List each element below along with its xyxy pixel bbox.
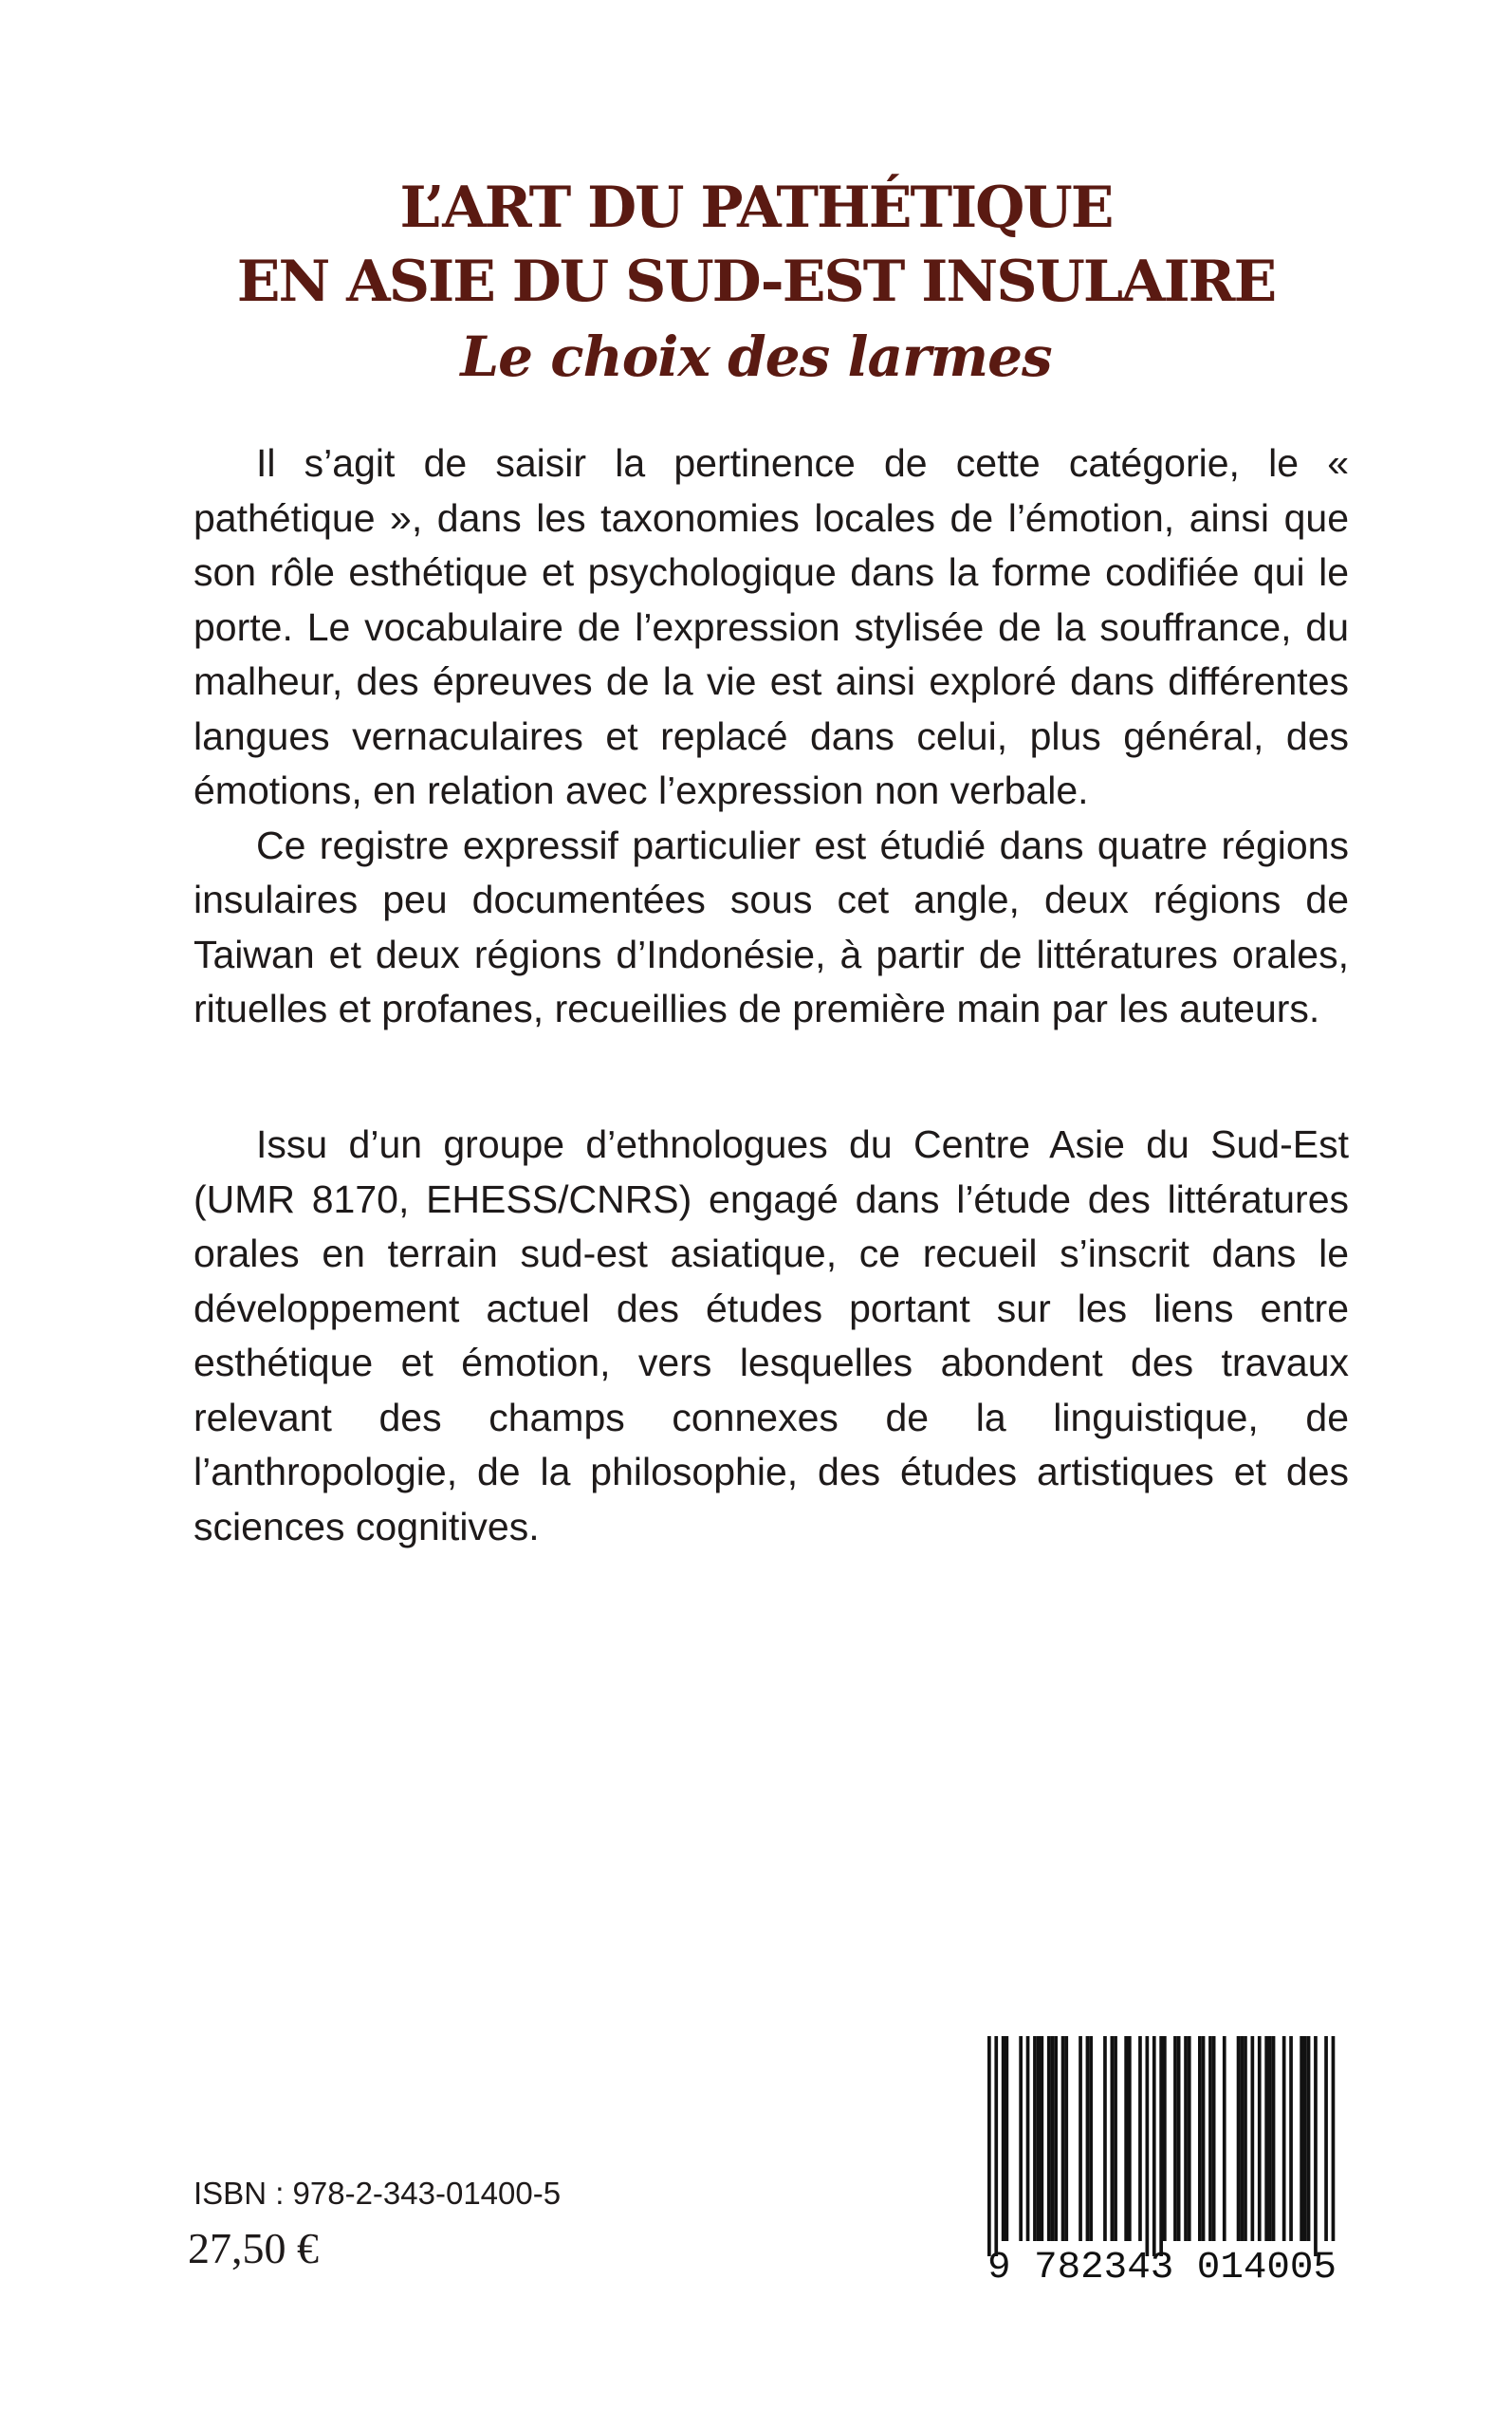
barcode-bar <box>1307 2036 1311 2241</box>
barcode-bar <box>1079 2036 1082 2241</box>
barcode-bar <box>1184 2036 1188 2241</box>
barcode-bar <box>1086 2036 1090 2241</box>
barcode-bar <box>1114 2036 1117 2241</box>
barcode-bar <box>1103 2036 1107 2241</box>
barcode-bar <box>1202 2036 1206 2241</box>
isbn: ISBN : 978-2-343-01400-5 <box>194 2176 562 2211</box>
barcode-bar <box>1026 2036 1030 2241</box>
barcode-bar <box>1177 2036 1181 2241</box>
barcode-bar <box>1237 2036 1241 2241</box>
barcode-bar <box>1033 2036 1037 2241</box>
barcode-bar <box>1111 2036 1115 2241</box>
barcode-bar <box>1146 2036 1150 2256</box>
barcode-bar <box>1159 2036 1163 2256</box>
summary-text <box>194 436 1349 1037</box>
barcode-bar <box>1005 2036 1009 2241</box>
barcode-bar <box>1244 2036 1247 2241</box>
barcode-bar <box>1173 2036 1177 2241</box>
barcode-bar <box>1047 2036 1051 2241</box>
barcode-bar <box>1128 2036 1132 2241</box>
barcode-bar <box>1251 2036 1255 2241</box>
barcode-bar <box>1124 2036 1128 2241</box>
barcode-bar <box>1272 2036 1276 2241</box>
barcode-bar <box>1089 2036 1093 2241</box>
barcode-bar <box>987 2036 991 2256</box>
barcode-bar <box>1324 2036 1328 2241</box>
barcode-bar <box>994 2036 998 2256</box>
barcode-bar <box>1198 2036 1202 2241</box>
barcode <box>972 2029 1352 2313</box>
barcode-bar <box>1051 2036 1055 2241</box>
barcode-graphic <box>972 2029 1352 2313</box>
barcode-bar <box>1037 2036 1041 2241</box>
price: 27,50 € <box>188 2224 319 2272</box>
barcode-bar <box>1268 2036 1272 2241</box>
barcode-bar <box>1064 2036 1068 2241</box>
barcode-bar <box>1240 2036 1244 2241</box>
barcode-bar <box>1289 2036 1293 2241</box>
barcode-bar <box>1188 2036 1191 2241</box>
summary-paragraph: Il s’agit de saisir la pertinence de cette catégorie, le « pathétique », dans les taxonomies locales de l’émotion, ainsi que son rôle esthétique et psychologique dans la forme codifiée qui le porte. Le vocabulaire de l’expression stylisée de la souffrance, du malheur, des épreuves de la vie est ainsi exploré dans différentes langues vernaculaires et replacé dans celui, plus général, des émotions, en relation avec l’expression non verbale. <box>194 441 1349 812</box>
barcode-bar <box>1002 2036 1005 2241</box>
barcode-bar <box>1223 2036 1226 2241</box>
barcode-bar <box>1258 2036 1262 2241</box>
barcode-digits: 9 782343 014005 <box>987 2247 1337 2289</box>
about-text <box>194 1118 1349 1554</box>
title-line-1: L’ART DU PATHÉTIQUE <box>399 175 1113 241</box>
barcode-bar <box>1300 2036 1303 2241</box>
barcode-bar <box>1061 2036 1065 2241</box>
barcode-bar <box>1163 2036 1167 2241</box>
barcode-bar <box>1041 2036 1044 2241</box>
book-subtitle: Le choix des larmes <box>460 324 1052 389</box>
book-title <box>0 171 1512 395</box>
barcode-bar <box>1152 2036 1156 2256</box>
barcode-bar <box>1212 2036 1216 2241</box>
barcode-bar <box>1282 2036 1286 2241</box>
about-paragraph: Issu d’un groupe d’ethnologues du Centre Asie du Sud-Est (UMR 8170, EHESS/CNRS) engagé dans l’étude des littératures orales en terrain sud-est asiatique, ce recueil s’inscrit dans le développement actuel des études portant sur les liens entre esthétique et émotion, vers lesquelles abondent des travaux relevant des champs connexes de la linguistique, de l’anthropologie, de la philosophie, des études artistiques et des sciences cognitives. <box>194 1122 1349 1548</box>
barcode-bar <box>1208 2036 1212 2241</box>
barcode-bar <box>1054 2036 1058 2241</box>
title-line-2: EN ASIE DU SUD-EST INSULAIRE <box>236 249 1276 315</box>
barcode-bar <box>1303 2036 1307 2241</box>
barcode-bar <box>1019 2036 1023 2241</box>
barcode-bar <box>1138 2036 1142 2241</box>
summary-paragraph: Ce registre expressif particulier est étudié dans quatre régions insulaires peu documentées sous cet angle, deux régions de Taiwan et deux régions d’Indonésie, à partir de littératures orales, rituelles et profanes, recueillies de première main par les auteurs. <box>194 823 1349 1030</box>
barcode-bar <box>1264 2036 1268 2241</box>
barcode-bar <box>1332 2036 1336 2241</box>
barcode-bar <box>1314 2036 1318 2256</box>
